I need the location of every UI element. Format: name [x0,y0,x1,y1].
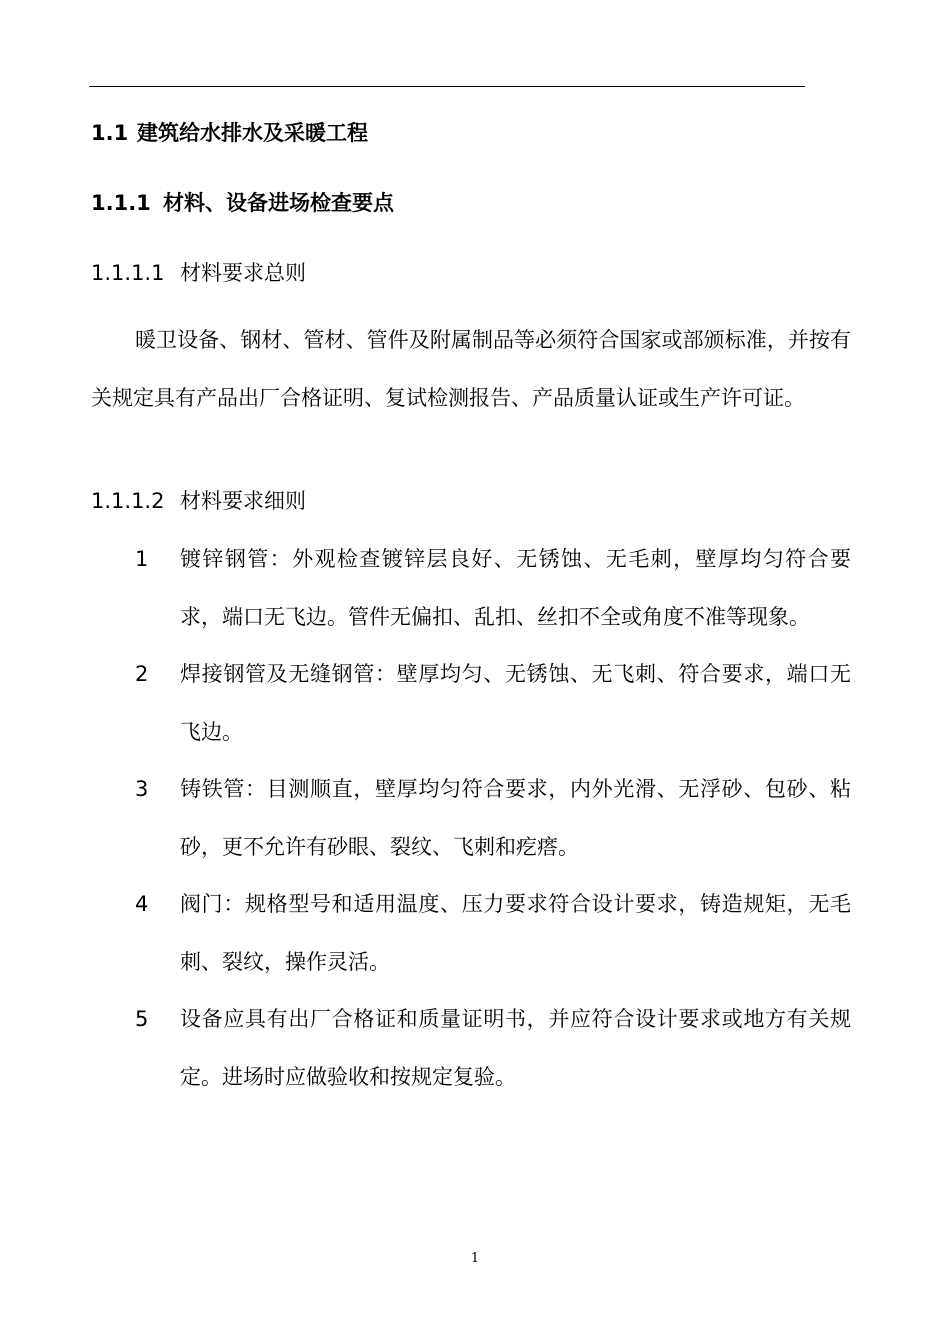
list-item-number: 2 [135,662,149,686]
list-item-text: 镀锌钢管：外观检查镀锌层良好、无锈蚀、无毛刺，壁厚均匀符合要求，端口无飞边。管件无偏扣、乱扣、丝扣不全或角度不准等现象。 [180,547,851,629]
list-item [91,761,851,876]
section-heading-1-1-1 [91,188,394,218]
section-title: 材料、设备进场检查要点 [163,191,394,215]
section-title: 建筑给水排水及采暖工程 [137,121,368,145]
header-rule [89,86,805,87]
section-number: 1.1 [91,121,129,145]
list-item [91,646,851,761]
section-title: 材料要求总则 [180,261,306,285]
list-item [91,991,851,1106]
list-item-number: 5 [135,1007,149,1031]
list-item-number: 1 [135,547,149,571]
list-item-text: 铸铁管：目测顺直，壁厚均匀符合要求，内外光滑、无浮砂、包砂、粘砂，更不允许有砂眼、裂纹、飞刺和疙瘩。 [180,777,851,859]
section-number: 1.1.1.2 [91,489,165,513]
section-number: 1.1.1 [91,191,151,215]
detailed-requirements-list [91,531,851,1106]
list-item-number: 4 [135,892,149,916]
section-number: 1.1.1.1 [91,261,165,285]
list-item-text: 焊接钢管及无缝钢管：壁厚均匀、无锈蚀、无飞刺、符合要求，端口无飞边。 [180,662,851,744]
list-item-number: 3 [135,777,149,801]
section-heading-1-1-1-2 [91,486,306,516]
general-requirements-paragraph: 暖卫设备、钢材、管材、管件及附属制品等必须符合国家或部颁标准，并按有关规定具有产品出厂合格证明、复试检测报告、产品质量认证或生产许可证。 [91,328,851,410]
page-number: 1 [470,1251,480,1266]
section-heading-1-1 [91,118,368,148]
list-item-text: 阀门：规格型号和适用温度、压力要求符合设计要求，铸造规矩，无毛刺、裂纹，操作灵活。 [180,892,851,974]
list-item-text: 设备应具有出厂合格证和质量证明书，并应符合设计要求或地方有关规定。进场时应做验收和按规定复验。 [180,1007,851,1089]
list-item [91,876,851,991]
section-heading-1-1-1-1 [91,258,306,288]
section-title: 材料要求细则 [180,489,306,513]
list-item [91,531,851,646]
